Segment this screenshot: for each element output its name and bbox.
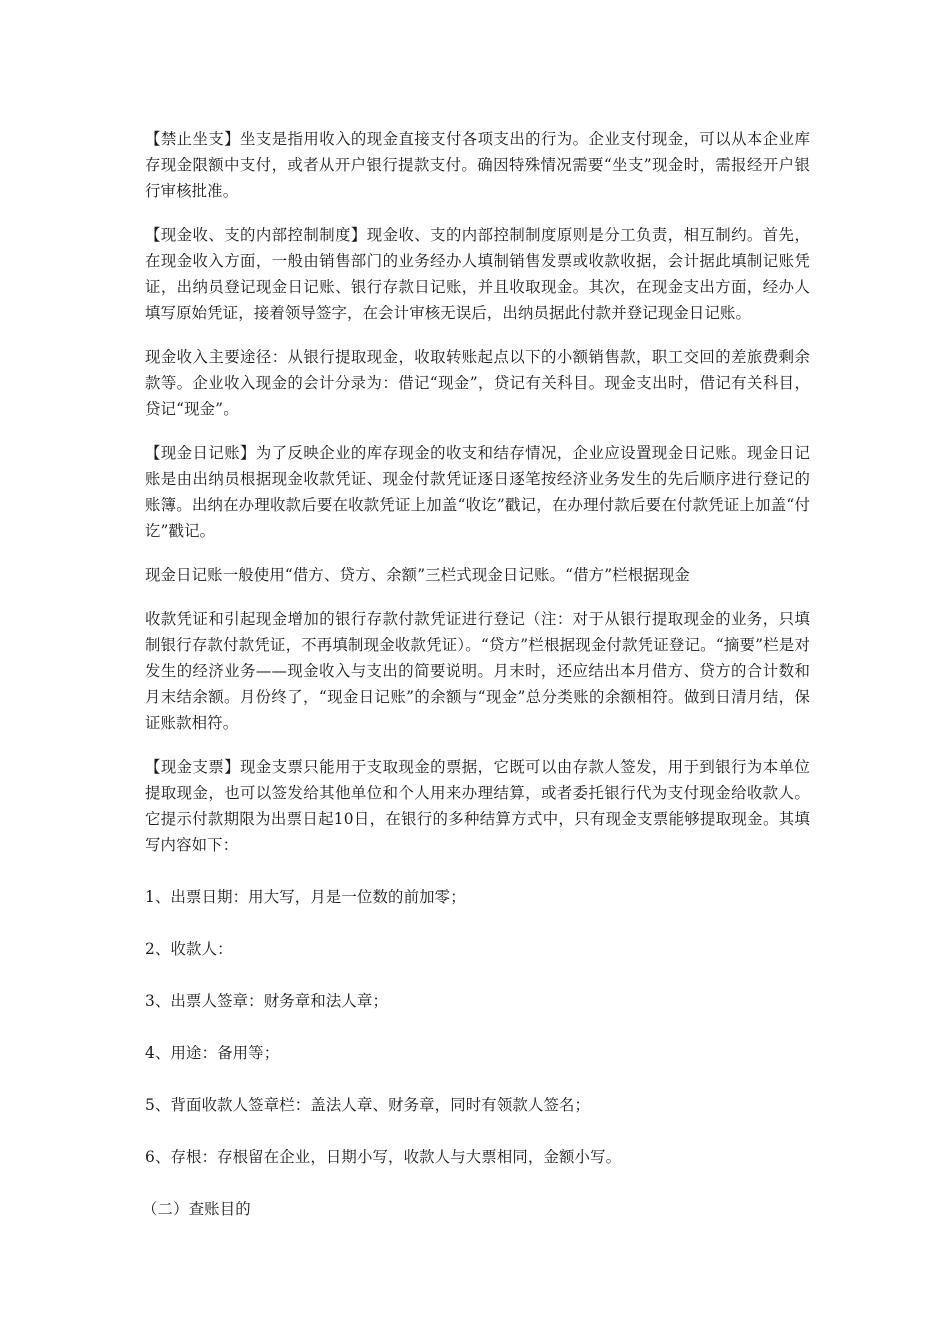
paragraph-internal-control: 【现金收、支的内部控制制度】现金收、支的内部控制制度原则是分工负责，相互制约。首先，在现金收入方面，一般由销售部门的业务经办人填制销售发票或收款收据，会计据此填制记账凭证，出纳员登记现金日记账、银行存款日记账，并且收取现金。其次，在现金支出方面，经办人填写原始凭证，接着领导签字，在会计审核无误后，出纳员据此付款并登记现金日记账。	[145, 226, 810, 322]
paragraph-journal-entries: 收款凭证和引起现金增加的银行存款付款凭证进行登记（注：对于从银行提取现金的业务，只填制银行存款付款凭证，不再填制现金收款凭证）。“贷方”栏根据现金付款凭证登记。“摘要”栏是对发生的经济业务——现金收入与支出的简要说明。月末时，还应结出本月借方、贷方的合计数和月末结余额。月份终了，“现金日记账”的余额与“现金”总分类账的余额相符。做到日清月结，保证账款相符。	[145, 610, 810, 732]
cheque-fill-list	[145, 884, 810, 1170]
list-item: 3、出票人签章：财务章和法人章；	[145, 992, 389, 1010]
list-item: 2、收款人：	[145, 940, 233, 958]
section-heading: （二）查账目的	[142, 1200, 251, 1218]
paragraph-cash-journal: 【现金日记账】为了反映企业的库存现金的收支和结存情况，企业应设置现金日记账。现金日记账是由出纳员根据现金收款凭证、现金付款凭证逐日逐笔按经济业务发生的先后顺序进行登记的账簿。出纳在办理收款后要在收款凭证上加盖“收讫”戳记，在办理付款后要在付款凭证上加盖“付讫”戳记。	[145, 444, 810, 540]
paragraph-prohibit-offset-payment: 【禁止坐支】坐支是指用收入的现金直接支付各项支出的行为。企业支付现金，可以从本企业库存现金限额中支付，或者从开户银行提款支付。确因特殊情况需要“坐支”现金时，需报经开户银行审核批准。	[145, 130, 810, 200]
paragraph-cash-income-channels: 现金收入主要途径：从银行提取现金，收取转账起点以下的小额销售款，职工交回的差旅费剩余款等。企业收入现金的会计分录为：借记“现金”，贷记有关科目。现金支出时，借记有关科目，贷记“现金”。	[145, 348, 810, 418]
list-item: 1、出票日期：用大写，月是一位数的前加零；	[145, 888, 466, 906]
list-item: 4、用途：备用等；	[145, 1044, 280, 1062]
document-body	[142, 126, 810, 1222]
paragraph-cash-cheque: 【现金支票】现金支票只能用于支取现金的票据，它既可以由存款人签发，用于到银行为本单位提取现金，也可以签发给其他单位和个人用来办理结算，或者委托银行代为支付现金给收款人。它提示付款期限为出票日起10日，在银行的多种结算方式中，只有现金支票能够提取现金。其填写内容如下：	[145, 758, 810, 854]
paragraph-three-column-journal: 现金日记账一般使用“借方、贷方、余额”三栏式现金日记账。“借方”栏根据现金	[145, 566, 690, 584]
list-item: 5、背面收款人签章栏：盖法人章、财务章，同时有领款人签名；	[145, 1096, 591, 1114]
list-item: 6、存根：存根留在企业，日期小写，收款人与大票相同，金额小写。	[145, 1148, 622, 1166]
